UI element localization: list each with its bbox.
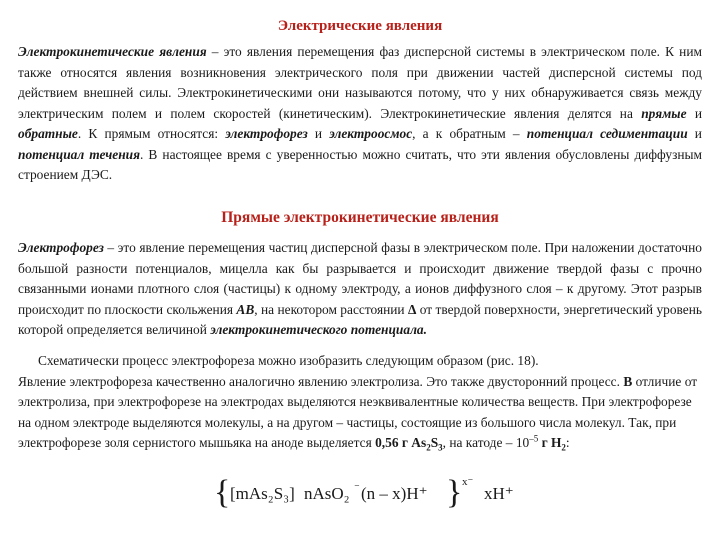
text-run: В: [623, 373, 633, 389]
micelle-formula-svg: [214, 473, 534, 513]
paragraph-scheme: [18, 351, 702, 454]
left-brace: {: [214, 474, 231, 511]
anode-amount: [375, 435, 443, 453]
formula-aso2: nAsO₂: [304, 484, 350, 503]
term-electrophoresis: электрофорез: [225, 126, 308, 141]
term-electroosmosis: электроосмос: [329, 126, 413, 141]
formula-diffuse: xH⁺: [484, 484, 514, 503]
text-run: , на катоде – 10: [442, 435, 530, 450]
plane-ab: АВ: [236, 301, 255, 317]
formula-counterions: (n – x)H⁺: [361, 484, 428, 503]
text-run: от твердой поверхности, энергетический уровень которой определяется величиной: [18, 301, 702, 337]
term-direct: прямые: [641, 105, 687, 121]
formula-charge: x⁻: [462, 476, 474, 488]
superscript: –5: [529, 433, 539, 444]
text-run: – это явления перемещения фаз дисперсной системы в электрическом поле. К ним также относятся явления возникновения электрического поля при движении частей дисперсной системы под действием внешней силы. Электрокинетическими они называются потому, что у них обнаруживается связь между электрическим полем и полем скоростей (кинетическим). Электрокинетические явления делятся на: [18, 44, 702, 121]
text-run: , на некотором расстоянии: [254, 301, 408, 317]
delta-symbol: Δ: [407, 301, 417, 317]
right-brace: }: [446, 474, 463, 511]
text-run: 0,56 г As: [375, 435, 427, 450]
term-reverse: обратные: [18, 126, 78, 141]
text-run: Явление электрофореза качественно аналогично явлению электролиза. Это также двусторонний процесс.: [18, 373, 624, 389]
term-electrophoresis-def: Электрофорез: [18, 240, 104, 255]
formula-minus: ⁻: [354, 482, 360, 494]
text-run: г H: [538, 435, 562, 450]
text-run: – это явление перемещения частиц дисперсной фазы в электрическом поле. При наложении достаточно большой разности потенциалов, мицелла как бы разрывается и происходит движение твердой фазы с прочно связанными ионами плотного слоя (частицы) к одному электроду, а ионов диффузного слоя – к другому. Этот разрыв происходит по плоскости скольжения: [18, 240, 702, 317]
text-run: и: [687, 126, 702, 141]
subscript: 2: [426, 442, 431, 453]
text-run: . В настоящее время с уверенностью можно считать, что эти явления обусловлены диффузным строением ДЭС.: [18, 146, 702, 182]
text-run: и: [686, 105, 702, 121]
text-run: , а к обратным –: [412, 126, 527, 141]
term-sedimentation-potential: потенциал седиментации: [526, 126, 688, 141]
formula-core: [mAs₂S₃]: [230, 484, 295, 503]
term-electrokinetic: Электрокинетические явления: [18, 44, 207, 59]
document-page: [18, 0, 702, 540]
text-run: S: [430, 435, 439, 450]
micelle-formula: [214, 473, 534, 513]
section-title: Прямые электрокинетические явления: [221, 209, 499, 226]
text-run: :: [565, 435, 570, 450]
term-flow-potential: потенциал течения: [18, 146, 141, 162]
text-run: . К прямым относятся:: [77, 126, 226, 141]
term-electrokinetic-potential: электрокинетического потенциала.: [210, 322, 427, 337]
text-run: и: [307, 126, 330, 141]
paragraph-electrophoresis: [18, 238, 702, 341]
subscript: 3: [438, 442, 443, 453]
text-run: отличие от электролиза, при электрофорезе на электродах выделяются неэквивалентные количества веществ. При электрофорезе на одном электроде выделяются молекулы, а на другом – частицы, состоящие из большого числа молекул. Так, при электрофорезе золя сернистого мышьяка на аноде выделяется: [18, 373, 698, 450]
text-run: Схематически процесс электрофореза можно изобразить следующим образом (рис. 18).: [38, 353, 539, 368]
subscript: 2: [561, 442, 566, 453]
document-title: Электрические явления: [277, 18, 443, 34]
cathode-amount: [538, 435, 566, 453]
paragraph-electrokinetic: [18, 42, 702, 186]
